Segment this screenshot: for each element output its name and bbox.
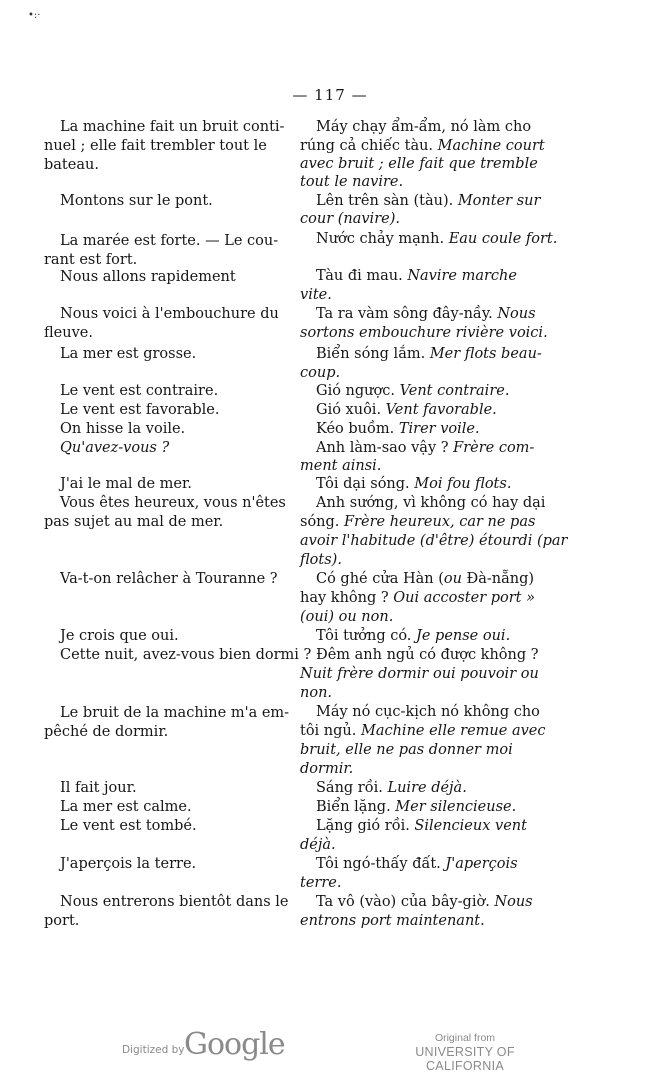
vietnamese-line: tôi ngủ. Machine elle remue avec [300,723,546,739]
vietnamese-line: Đêm anh ngủ có được không ? [316,647,539,663]
vietnamese-line: coup. [300,365,341,381]
french-line: Qu'avez-vous ? [60,440,170,456]
vietnamese-line: cour (navire). [300,211,400,227]
vietnamese-line: Biển sóng lắm. Mer flots beau- [316,346,542,362]
vietnamese-line: Ta ra vàm sông đây-nầy. Nous [316,306,536,322]
french-line: Je crois que oui. [60,628,179,644]
vietnamese-line: ment ainsi. [300,458,382,474]
vietnamese-line: avoir l'habitude (d'être) étourdi (par [300,533,568,549]
google-logo: Google [184,1027,285,1062]
vietnamese-line: entrons port maintenant. [300,913,485,929]
french-line: pêché de dormir. [44,724,169,740]
vietnamese-line: Máy nó cục-kịch nó không cho [316,704,540,720]
vietnamese-line: sóng. Frère heureux, car ne pas [300,514,536,530]
french-line: pas sujet au mal de mer. [44,514,224,530]
vietnamese-line: Tàu đi mau. Navire marche [316,268,517,284]
vietnamese-line: sortons embouchure rivière voici. [300,325,548,341]
french-line: Nous allons rapidement [60,269,236,285]
vietnamese-line: Máy chạy ẩm-ẩm, nó làm cho [316,119,532,135]
french-line: nuel ; elle fait trembler tout le [44,138,267,154]
french-line: port. [44,913,80,929]
vietnamese-line: terre. [300,875,342,891]
vietnamese-line: dormir. [300,761,354,777]
corner-mark: •:· [28,10,41,21]
original-from-label: Original from [434,1032,496,1044]
vietnamese-line: Tôi tưởng có. Je pense oui. [316,628,511,644]
french-line: On hisse la voile. [60,421,186,437]
french-line: Le vent est tombé. [60,818,197,834]
french-line: Nous entrerons bientôt dans le [60,894,289,910]
french-line: La mer est calme. [60,799,192,815]
vietnamese-line: Nước chảy mạnh. Eau coule fort. [316,231,558,247]
vietnamese-line: vite. [300,287,332,303]
vietnamese-line: non. [300,685,333,701]
vietnamese-line: déjà. [300,837,336,853]
french-line: Va-t-on relâcher à Touranne ? [60,571,278,587]
vietnamese-line: Anh sướng, vì không có hay dại [316,495,546,511]
french-line: Nous voici à l'embouchure du [60,306,279,322]
vietnamese-line: Biển lặng. Mer silencieuse. [316,799,517,815]
french-line: Le vent est contraire. [60,383,219,399]
page-number: — 117 — [292,86,368,104]
vietnamese-line: Tôi ngó-thấy đất. J'aperçois [316,856,518,872]
original-from-credit [380,1031,550,1073]
vietnamese-line: Sáng rồi. Luire déjà. [316,780,467,796]
vietnamese-line: Kéo buồm. Tirer voile. [316,421,480,437]
vietnamese-line: avec bruit ; elle fait que tremble [300,156,538,172]
french-line: Le bruit de la machine m'a em- [60,705,290,721]
french-line: J'aperçois la terre. [60,856,197,872]
vietnamese-line: Nuit frère dormir oui pouvoir ou [300,666,539,682]
french-line: rant est fort. [44,252,138,268]
vietnamese-line: (oui) ou non. [300,609,394,625]
vietnamese-line: hay không ? Oui accoster port » [300,590,535,606]
digitized-by-label: Digitized by [122,1044,185,1056]
vietnamese-line: Có ghé cửa Hàn (ou Đà-nẵng) [316,571,535,587]
french-line: fleuve. [44,325,93,341]
vietnamese-line: rúng cả chiếc tàu. Machine court [300,138,545,154]
vietnamese-line: Gió xuôi. Vent favorable. [316,402,497,418]
french-line: Montons sur le pont. [60,193,213,209]
vietnamese-line: tout le navire. [300,174,404,190]
vietnamese-line: flots). [300,552,342,568]
french-line: La machine fait un bruit conti- [60,119,285,135]
french-line: J'ai le mal de mer. [60,476,192,492]
vietnamese-line: Ta vô (vào) của bây-giờ. Nous [316,894,533,910]
vietnamese-line: Anh làm-sao vậy ? Frère com- [316,440,535,456]
french-line: bateau. [44,157,99,173]
french-line: La marée est forte. — Le cou- [60,233,279,249]
french-line: Il fait jour. [60,780,137,796]
french-line: Vous êtes heureux, vous n'êtes [60,495,286,511]
vietnamese-line: bruit, elle ne pas donner moi [300,742,513,758]
vietnamese-line: Lên trên sàn (tàu). Monter sur [316,193,541,209]
vietnamese-line: Lặng gió rồi. Silencieux vent [316,818,527,834]
french-line: Cette nuit, avez-vous bien dormi ? [60,647,312,663]
french-line: Le vent est favorable. [60,402,220,418]
university-label: UNIVERSITY OF CALIFORNIA [415,1045,515,1073]
vietnamese-line: Gió ngược. Vent contraire. [316,383,510,399]
vietnamese-line: Tôi dại sóng. Moi fou flots. [316,476,512,492]
french-line: La mer est grosse. [60,346,197,362]
